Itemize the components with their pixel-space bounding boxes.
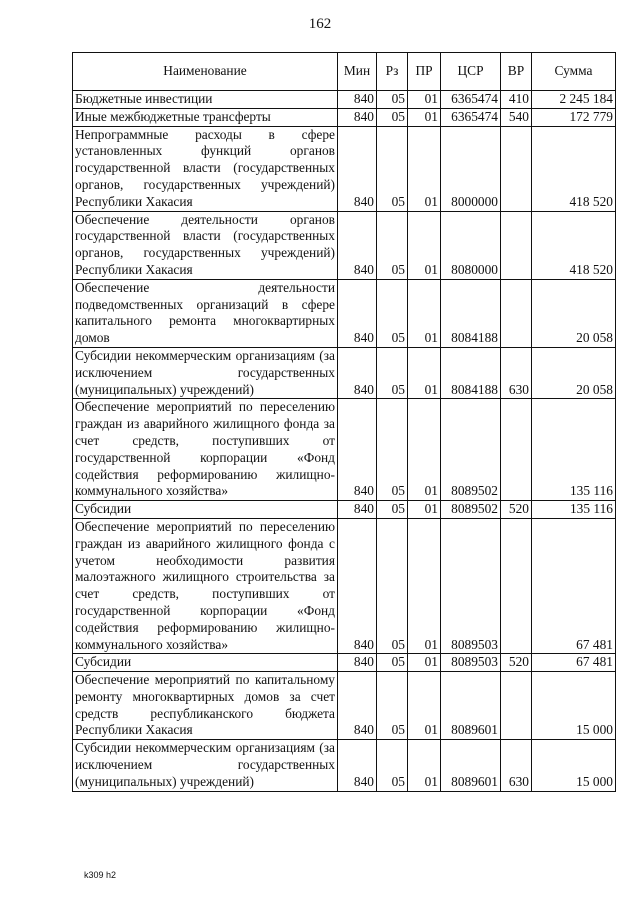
row-pr: 01 xyxy=(408,279,441,347)
row-min: 840 xyxy=(338,399,377,501)
row-min: 840 xyxy=(338,518,377,653)
table-row xyxy=(73,672,616,740)
row-pr: 01 xyxy=(408,501,441,519)
row-min: 840 xyxy=(338,740,377,791)
row-name: Субсидии некоммерческим организациям (за исключением государственных (муниципальных) учреждений) xyxy=(73,347,338,398)
row-vr xyxy=(501,211,532,279)
table-row xyxy=(73,108,616,126)
row-vr: 520 xyxy=(501,654,532,672)
row-vr: 410 xyxy=(501,91,532,109)
row-sum: 67 481 xyxy=(532,518,616,653)
row-sum: 20 058 xyxy=(532,279,616,347)
row-csr: 8084188 xyxy=(441,347,501,398)
table-row xyxy=(73,211,616,279)
row-csr: 8084188 xyxy=(441,279,501,347)
row-csr: 6365474 xyxy=(441,91,501,109)
row-sum: 172 779 xyxy=(532,108,616,126)
row-min: 840 xyxy=(338,654,377,672)
row-csr: 8089502 xyxy=(441,399,501,501)
row-pr: 01 xyxy=(408,399,441,501)
row-rz: 05 xyxy=(377,126,408,211)
row-csr: 8000000 xyxy=(441,126,501,211)
row-name: Непрограммные расходы в сфере установленных функций органов государственной власти (государственных органов, государственных учреждений) Республики Хакасия xyxy=(73,126,338,211)
row-rz: 05 xyxy=(377,91,408,109)
row-name: Субсидии xyxy=(73,501,338,519)
row-rz: 05 xyxy=(377,347,408,398)
row-csr: 8089601 xyxy=(441,672,501,740)
row-pr: 01 xyxy=(408,518,441,653)
row-vr: 630 xyxy=(501,740,532,791)
table-row xyxy=(73,654,616,672)
row-rz: 05 xyxy=(377,672,408,740)
header-pr: ПР xyxy=(408,53,441,91)
row-pr: 01 xyxy=(408,347,441,398)
row-csr: 8089502 xyxy=(441,501,501,519)
row-sum: 15 000 xyxy=(532,672,616,740)
row-pr: 01 xyxy=(408,91,441,109)
table-row xyxy=(73,126,616,211)
row-name: Обеспечение деятельности органов государственной власти (государственных органов, государственных учреждений) Республики Хакасия xyxy=(73,211,338,279)
row-min: 840 xyxy=(338,211,377,279)
row-sum: 135 116 xyxy=(532,399,616,501)
row-name: Обеспечение деятельности подведомственных организаций в сфере капитального ремонта многоквартирных домов xyxy=(73,279,338,347)
row-min: 840 xyxy=(338,126,377,211)
row-min: 840 xyxy=(338,91,377,109)
page-number: 162 xyxy=(308,16,332,32)
row-vr: 540 xyxy=(501,108,532,126)
row-name: Обеспечение мероприятий по капитальному ремонту многоквартирных домов за счет средств республиканского бюджета Республики Хакасия xyxy=(73,672,338,740)
footer-code: k309 h2 xyxy=(84,870,117,880)
table-body xyxy=(73,91,616,792)
header-csr: ЦСР xyxy=(441,53,501,91)
row-pr: 01 xyxy=(408,211,441,279)
row-vr xyxy=(501,279,532,347)
table-row xyxy=(73,279,616,347)
row-sum: 418 520 xyxy=(532,211,616,279)
row-rz: 05 xyxy=(377,279,408,347)
row-rz: 05 xyxy=(377,654,408,672)
table-row xyxy=(73,501,616,519)
header-rz: Рз xyxy=(377,53,408,91)
table-row xyxy=(73,347,616,398)
table-row xyxy=(73,740,616,791)
row-min: 840 xyxy=(338,501,377,519)
row-vr xyxy=(501,672,532,740)
row-min: 840 xyxy=(338,347,377,398)
row-csr: 8080000 xyxy=(441,211,501,279)
row-sum: 15 000 xyxy=(532,740,616,791)
row-min: 840 xyxy=(338,108,377,126)
table-row xyxy=(73,399,616,501)
table-row xyxy=(73,91,616,109)
row-csr: 8089601 xyxy=(441,740,501,791)
row-name: Обеспечение мероприятий по переселению граждан из аварийного жилищного фонда за счет средств, поступивших от государственной корпорации «Фонд содействия реформированию жилищно-коммунального хозяйства» xyxy=(73,399,338,501)
row-rz: 05 xyxy=(377,740,408,791)
row-pr: 01 xyxy=(408,126,441,211)
row-min: 840 xyxy=(338,672,377,740)
row-csr: 8089503 xyxy=(441,654,501,672)
row-vr xyxy=(501,518,532,653)
row-pr: 01 xyxy=(408,654,441,672)
row-vr: 630 xyxy=(501,347,532,398)
row-vr: 520 xyxy=(501,501,532,519)
budget-table xyxy=(72,52,616,792)
row-name: Бюджетные инвестиции xyxy=(73,91,338,109)
row-pr: 01 xyxy=(408,108,441,126)
row-name: Иные межбюджетные трансферты xyxy=(73,108,338,126)
row-pr: 01 xyxy=(408,672,441,740)
row-vr xyxy=(501,399,532,501)
row-name: Обеспечение мероприятий по переселению граждан из аварийного жилищного фонда с учетом необходимости развития малоэтажного жилищного строительства за счет средств, поступивших от государственной корпорации «Фонд содействия реформированию жилищно-коммунального хозяйства» xyxy=(73,518,338,653)
row-min: 840 xyxy=(338,279,377,347)
row-rz: 05 xyxy=(377,211,408,279)
row-rz: 05 xyxy=(377,108,408,126)
row-rz: 05 xyxy=(377,501,408,519)
row-name: Субсидии некоммерческим организациям (за исключением государственных (муниципальных) учреждений) xyxy=(73,740,338,791)
row-name: Субсидии xyxy=(73,654,338,672)
row-vr xyxy=(501,126,532,211)
row-pr: 01 xyxy=(408,740,441,791)
row-rz: 05 xyxy=(377,518,408,653)
table-header-row xyxy=(73,53,616,91)
row-sum: 2 245 184 xyxy=(532,91,616,109)
row-csr: 6365474 xyxy=(441,108,501,126)
header-sum: Сумма xyxy=(532,53,616,91)
row-sum: 135 116 xyxy=(532,501,616,519)
row-sum: 67 481 xyxy=(532,654,616,672)
header-name: Наименование xyxy=(73,53,338,91)
row-csr: 8089503 xyxy=(441,518,501,653)
table-row xyxy=(73,518,616,653)
row-sum: 418 520 xyxy=(532,126,616,211)
header-min: Мин xyxy=(338,53,377,91)
row-sum: 20 058 xyxy=(532,347,616,398)
header-vr: ВР xyxy=(501,53,532,91)
row-rz: 05 xyxy=(377,399,408,501)
